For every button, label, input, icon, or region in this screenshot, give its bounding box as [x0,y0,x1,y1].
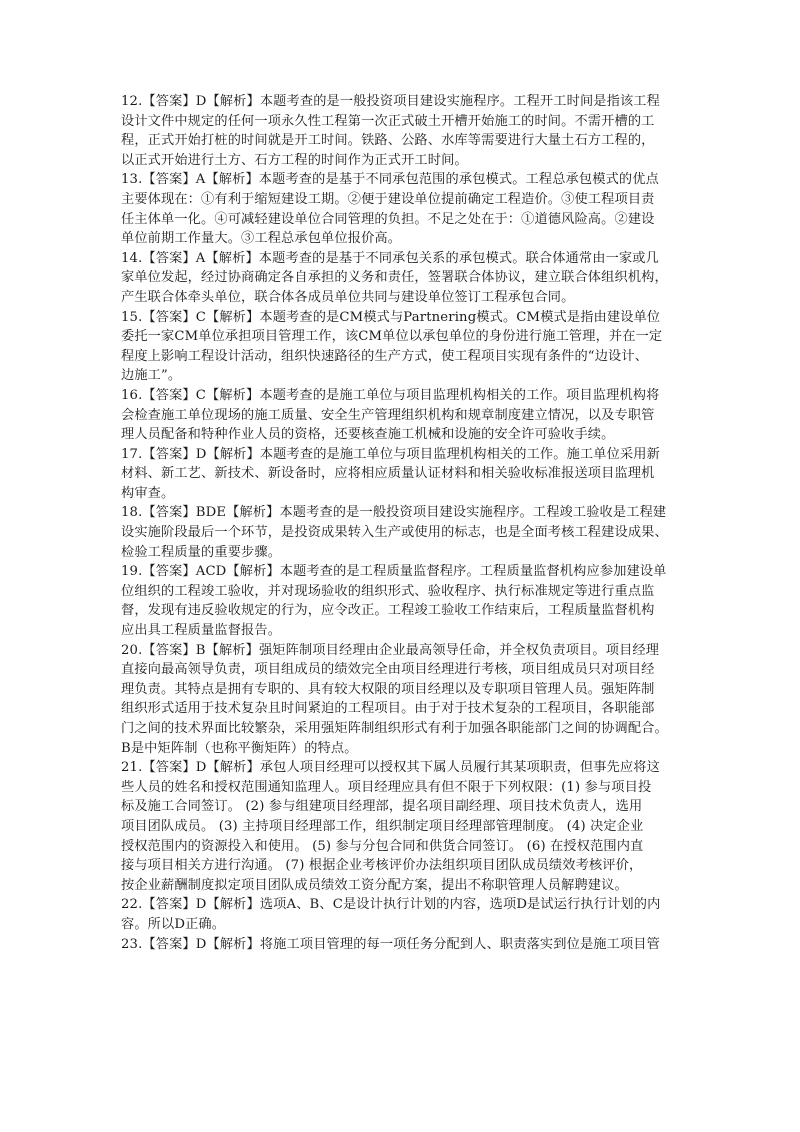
text-line: 标及施工合同签订。 (2) 参与组建项目经理部，提名项目副经理、项目技术负责人，选用 [121,799,643,815]
text-line: 边施工”。 [121,368,182,384]
text-line: 材料、新工艺、新技术、新设备时，应将相应质量认证材料和相关验收标准报送项目监理机 [121,466,655,482]
text-line: 18.【答案】BDE【解析】本题考查的是一般投资项目建设实施程序。工程竣工验收是工程建 [121,505,667,521]
text-line: 以正式开始进行土方、石方工程的时间作为正式开工时间。 [121,152,468,168]
text-line: 理负责。其特点是拥有专职的、具有较大权限的项目经理以及专职项目管理人员。强矩阵制 [121,681,655,697]
text-line: 19.【答案】ACD【解析】本题考查的是工程质量监督程序。工程质量监督机构应参加建设单 [121,564,667,580]
text-line: B是中矩阵制（也称平衡矩阵）的特点。 [121,740,358,756]
text-line: 位组织的工程竣工验收，并对现场验收的组织形式、验收程序、执行标准规定等进行重点监 [121,583,655,599]
text-line: 接与项目相关方进行沟通。 (7) 根据企业考核评价办法组织项目团队成员绩效考核评价， [121,858,643,874]
text-line: 督，发现有违反验收规定的行为，应令改正。工程竣工验收工作结束后，工程质量监督机构 [121,603,655,619]
text-line: 门之间的技术界面比较繁杂，采用强矩阵制组织形式有利于加强各职能部门之间的协调配合。 [121,721,668,736]
text-line: 按企业薪酬制度拟定项目团队成员绩效工资分配方案，提出不称职管理人员解聘建议。 [121,877,628,893]
text-line: 应出具工程质量监督报告。 [121,623,282,639]
text-line: 14.【答案】A【解析】本题考查的是基于不同承包关系的承包模式。联合体通常由一家或几 [121,250,659,266]
text-line: 委托一家CM单位承担项目管理工作，该CM单位以承包单位的身份进行施工管理，并在一定 [121,329,663,345]
text-line: 构审查。 [121,485,175,501]
text-line: 15.【答案】C【解析】本题考查的是CM模式与Partnering模式。CM模式是指由建设单位 [121,309,661,325]
text-line: 设实施阶段最后一个环节，是投资成果转入生产或使用的标志，也是全面考核工程建设成果、 [121,525,668,541]
text-line: 20.【答案】B【解析】强矩阵制项目经理由企业最高领导任命，并全权负责项目。项目经理 [121,642,660,658]
text-line: 16.【答案】C【解析】本题考查的是施工单位与项目监理机构相关的工作。项目监理机构将 [121,387,660,403]
text-line: 单位前期工作量大。③工程总承包单位报价高。 [121,231,402,247]
text-line: 21.【答案】D【解析】承包人项目经理可以授权其下属人员履行其某项职责，但事先应将这 [121,760,660,776]
text-line: 直接向最高领导负责，项目组成员的绩效完全由项目经理进行考核，项目组成员只对项目经 [121,662,655,678]
text-line: 12.【答案】D【解析】本题考查的是一般投资项目建设实施程序。工程开工时间是指该工程 [121,94,660,109]
text-line: 理人员配备和特种作业人员的资格，还要核查施工机械和设施的安全许可验收手续。 [121,427,615,443]
text-line: 22.【答案】D【解析】选项A、B、C是设计执行计划的内容，选项D是试运行执行计划的内 [121,897,661,913]
document-page [121,92,687,974]
text-line: 容。所以D正确。 [121,916,226,932]
text-line: 家单位发起，经过协商确定各自承担的义务和责任，签署联合体协议，建立联合体组织机构， [121,270,668,286]
text-line: 主要体现在：①有利于缩短建设工期。②便于建设单位提前确定工程造价。③使工程项目责 [121,191,655,207]
text-line: 些人员的姓名和授权范围通知监理人。项目经理应具有但不限于下列权限：(1) 参与项目投 [121,779,652,795]
text-line: 项目团队成员。 (3) 主持项目经理部工作，组织制定项目经理部管理制度。 (4) 决定企业 [121,818,644,834]
text-line [121,954,687,974]
text-line: 会检查施工单位现场的施工质量、安全生产管理组织机构和规章制度建立情况，以及专职管 [121,407,655,423]
text-line: 组织形式适用于技术复杂且时间紧迫的工程项目。由于对于技术复杂的工程项目，各职能部 [121,701,655,717]
text-line: 任主体单一化。④可减轻建设单位合同管理的负担。不足之处在于：①道德风险高。②建设 [121,211,655,227]
text-line: 授权范围内的资源投入和使用。 (5) 参与分包合同和供货合同签订。 (6) 在授权范围内直 [121,838,644,854]
text-line: 13.【答案】A【解析】本题考查的是基于不同承包范围的承包模式。工程总承包模式的优点 [121,172,659,188]
text-line: 程度上影响工程设计活动，组织快速路径的生产方式，使工程项目实现有条件的“边设计、 [121,348,649,364]
text-line: 17.【答案】D【解析】本题考查的是施工单位与项目监理机构相关的工作。施工单位采用新 [121,446,660,462]
text-line: 23.【答案】D【解析】将施工项目管理的每一项任务分配到人、职责落实到位是施工项目管 [121,936,660,952]
text-line: 程，正式开始打桩的时间就是开工时间。铁路、公路、水库等需要进行大量土石方工程的， [121,133,655,149]
text-line: 设计文件中规定的任何一项永久性工程第一次正式破土开槽开始施工的时间。不需开槽的工 [121,113,655,129]
text-line: 检验工程质量的重要步骤。 [121,544,282,560]
text-line: 产生联合体牵头单位，联合体各成员单位共同与建设单位签订工程承包合同。 [121,289,575,305]
